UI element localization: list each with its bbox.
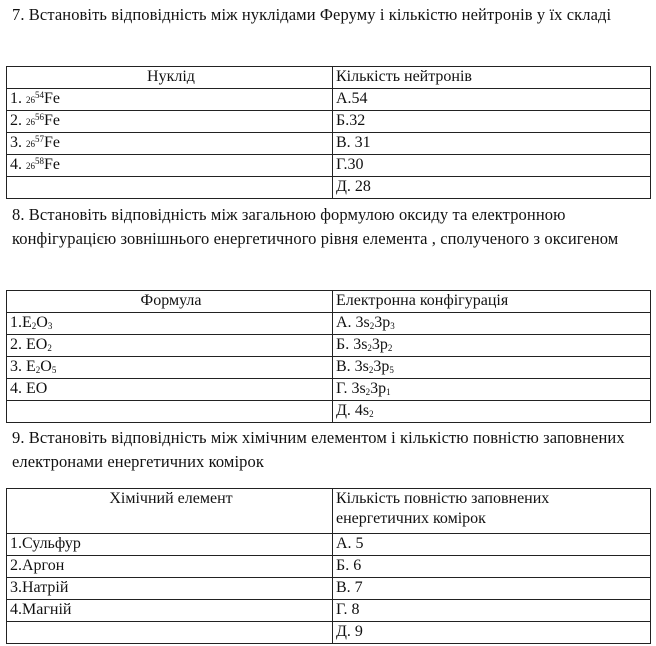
table-header-row [7,291,651,313]
table-row [7,534,651,556]
table-row [7,578,651,600]
element-cell: 1.Сульфур [7,534,333,556]
nuclide-cell: 4. $26^{58}Fe$ [7,155,333,177]
nuclide-cell: 2. $26^{56}Fe$ [7,111,333,133]
table-q9 [6,488,651,644]
table-row [7,89,651,111]
empty-cell [7,177,333,199]
table-q7 [6,66,651,199]
element-cell: 2.Аргон [7,556,333,578]
table-row [7,379,651,401]
table-row [7,335,651,357]
table-row [7,556,651,578]
header-config: Електронна конфігурація [333,291,651,313]
element-cell: 3.Натрій [7,578,333,600]
config-cell: Г. $3s_23p_1$ [333,379,651,401]
table-row [7,111,651,133]
table-header-row [7,67,651,89]
table-row [7,401,651,423]
table-header-row [7,489,651,534]
table-row [7,622,651,644]
header-cells: Кількість повністю заповнених енергетичних комірок [333,489,651,534]
table-row [7,313,651,335]
answer-cell: Д. 9 [333,622,651,644]
answer-cell: Б.32 [333,111,651,133]
formula-cell: 2. $EO_2$ [7,335,333,357]
formula-cell: 4. EO [7,379,333,401]
empty-cell [7,401,333,423]
header-formula: Формула [7,291,333,313]
formula-cell: 3. $E_2O_5$ [7,357,333,379]
header-neutrons: Кількість нейтронів [333,67,651,89]
element-cell: 4.Магній [7,600,333,622]
formula-cell: $1.E_2O_3$ [7,313,333,335]
header-nuclide: Нуклід [7,67,333,89]
table-row [7,155,651,177]
table-row [7,600,651,622]
header-element: Хімічний елемент [7,489,333,534]
table-row [7,177,651,199]
answer-cell: А. 5 [333,534,651,556]
config-cell: Б. $3s_23p_2$ [333,335,651,357]
empty-cell [7,622,333,644]
answer-cell: Г. 8 [333,600,651,622]
answer-cell: В. 7 [333,578,651,600]
question-9-text: 9. Встановіть відповідність між хімічним елементом і кількістю повністю заповнених електронами енергетичних комірок [12,428,625,471]
answer-cell: В. 31 [333,133,651,155]
config-cell: А. $3s_23p_3$ [333,313,651,335]
question-7-text: 7. Встановіть відповідність між нуклідами Феруму і кількістю нейтронів у їх складі [12,5,612,24]
nuclide-cell: 1. $26^{54}Fe$ [7,89,333,111]
table-row [7,133,651,155]
answer-cell: Д. 28 [333,177,651,199]
table-row [7,357,651,379]
table-q8 [6,290,651,423]
question-8-text: 8. Встановіть відповідність між загальною формулою оксиду та електронною конфігурацією зовнішнього енергетичного рівня елемента , сполученого з оксигеном [12,205,619,248]
nuclide-cell: 3. $26^{57}Fe$ [7,133,333,155]
answer-cell: А.54 [333,89,651,111]
answer-cell: Б. 6 [333,556,651,578]
answer-cell: Г.30 [333,155,651,177]
config-cell: Д. $4s_2$ [333,401,651,423]
config-cell: В. $3s_23p_5$ [333,357,651,379]
